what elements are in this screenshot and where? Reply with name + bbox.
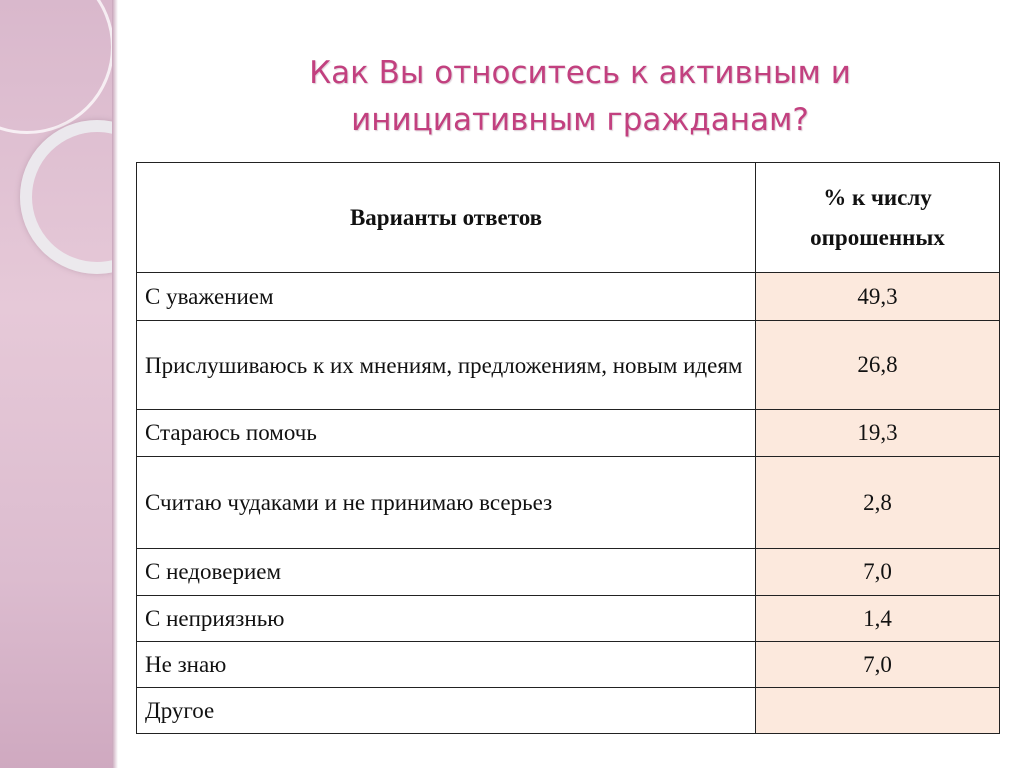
- table-header-row: [137, 163, 1000, 273]
- option-cell: С недоверием: [137, 549, 756, 596]
- decorative-ring-top: [0, 0, 112, 134]
- survey-results-table: [136, 162, 1000, 734]
- slide-title-line-1: Как Вы относитесь к активным и: [309, 55, 851, 91]
- percent-cell: 19,3: [756, 410, 1000, 457]
- table-row: [137, 321, 1000, 410]
- option-cell: Прислушиваюсь к их мнениям, предложениям, новым идеям: [137, 321, 756, 410]
- option-cell: Другое: [137, 688, 756, 734]
- table-row: [137, 642, 1000, 688]
- option-cell: С уважением: [137, 273, 756, 321]
- table-row: [137, 410, 1000, 457]
- percent-cell: 7,0: [756, 549, 1000, 596]
- option-cell: Считаю чудаками и не принимаю всерьез: [137, 457, 756, 549]
- percent-cell: 1,4: [756, 596, 1000, 642]
- percent-cell: 49,3: [756, 273, 1000, 321]
- side-band-edge: [112, 0, 118, 768]
- header-options: Варианты ответов: [137, 163, 756, 273]
- slide-title: [150, 50, 1010, 144]
- percent-cell: 26,8: [756, 321, 1000, 410]
- percent-cell: 7,0: [756, 642, 1000, 688]
- slide-title-line-2: инициативным гражданам?: [351, 102, 809, 138]
- option-cell: С неприязнью: [137, 596, 756, 642]
- percent-cell: 2,8: [756, 457, 1000, 549]
- option-cell: Не знаю: [137, 642, 756, 688]
- decorative-side-band: [0, 0, 112, 768]
- table-row: [137, 549, 1000, 596]
- table-row: [137, 273, 1000, 321]
- decorative-ring-middle: [20, 120, 112, 274]
- option-cell: Стараюсь помочь: [137, 410, 756, 457]
- table-row: [137, 457, 1000, 549]
- header-percent: % к числу опрошенных: [756, 163, 1000, 273]
- table-row: [137, 596, 1000, 642]
- table-row: [137, 688, 1000, 734]
- percent-cell: [756, 688, 1000, 734]
